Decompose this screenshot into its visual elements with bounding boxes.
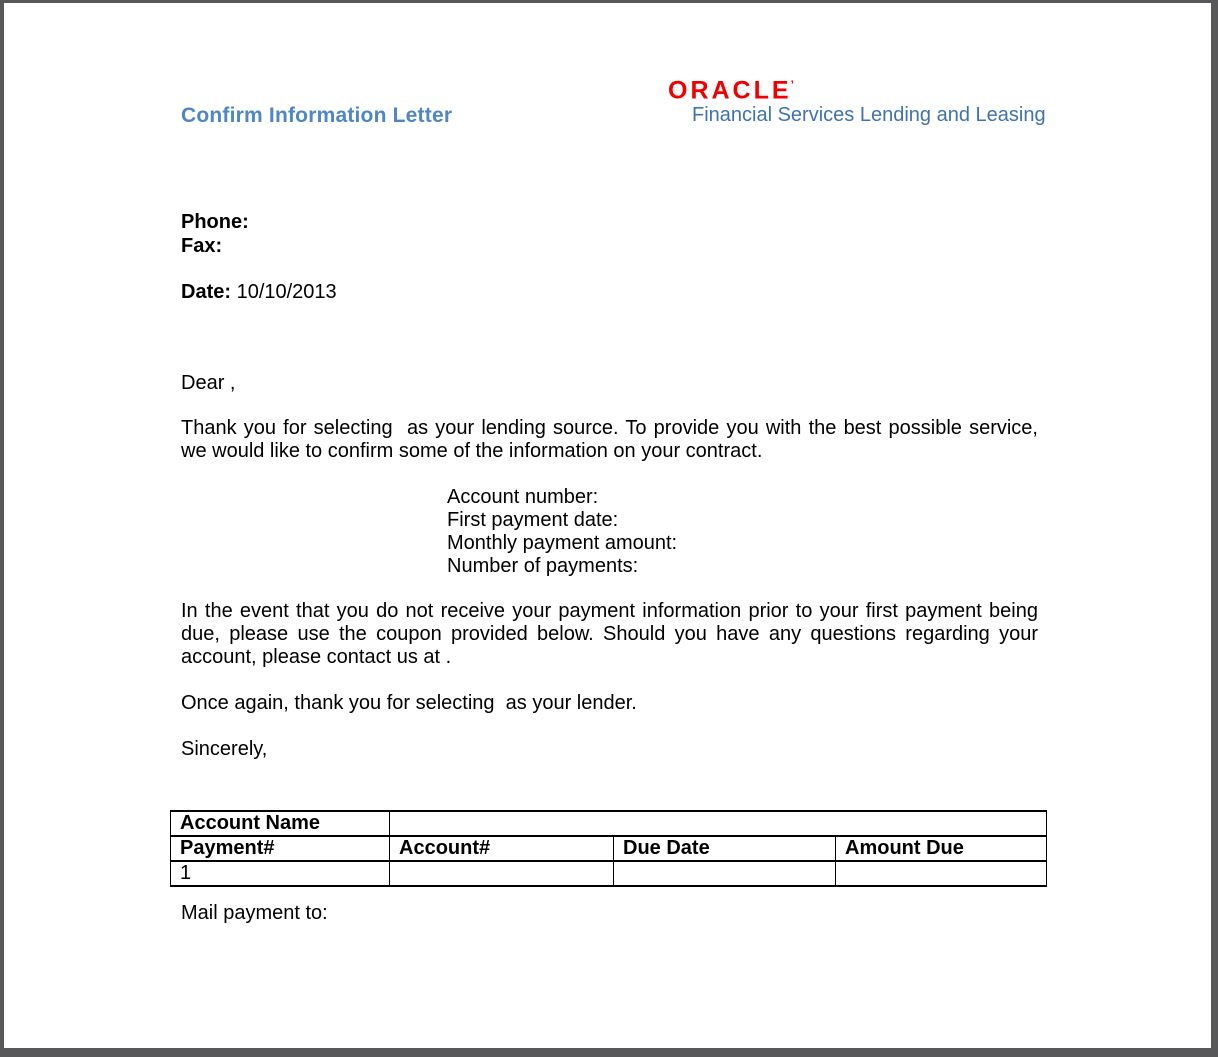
account-name-row bbox=[171, 811, 1047, 836]
brand-tagline: Financial Services Lending and Leasing bbox=[692, 104, 1046, 127]
oracle-logo-text: ORACLE bbox=[668, 76, 792, 105]
oracle-logo bbox=[668, 73, 1046, 103]
paragraph-thank-you: Thank you for selecting as your lending source. To provide you with the best possible service, we would like to confirm some of the information on your contract. bbox=[181, 417, 1038, 462]
oracle-trademark-icon: ’ bbox=[790, 78, 794, 92]
letter-page bbox=[4, 3, 1211, 1048]
paragraph-once-again: Once again, thank you for selecting as your lender. bbox=[181, 692, 637, 714]
account-name-value-cell bbox=[390, 811, 1047, 836]
cell-payment-number: 1 bbox=[171, 861, 390, 886]
cell-amount-due bbox=[836, 861, 1047, 886]
contact-block bbox=[181, 210, 249, 258]
phone-label: Phone: bbox=[181, 211, 249, 233]
phone-line bbox=[181, 210, 249, 234]
date-label: Date: bbox=[181, 281, 232, 303]
header-payment-number: Payment# bbox=[171, 836, 390, 861]
fax-label: Fax: bbox=[181, 235, 223, 257]
payment-coupon-table bbox=[170, 810, 1047, 887]
brand-block bbox=[668, 73, 1046, 127]
account-field: Account number: bbox=[447, 486, 599, 508]
date-line bbox=[181, 280, 337, 304]
account-name-label-cell: Account Name bbox=[171, 811, 390, 836]
header-due-date: Due Date bbox=[614, 836, 836, 861]
mail-payment-to-label: Mail payment to: bbox=[181, 902, 328, 924]
table-header-row bbox=[171, 836, 1047, 861]
paragraph-payment-info: In the event that you do not receive your payment information prior to your first payment being due, please use the coupon provided below. Should you have any questions regarding your account, please contact us at . bbox=[181, 600, 1038, 668]
letter-title: Confirm Information Letter bbox=[181, 104, 453, 127]
account-field: Monthly payment amount: bbox=[447, 532, 678, 554]
date-value: 10/10/2013 bbox=[236, 281, 337, 303]
closing: Sincerely, bbox=[181, 738, 268, 760]
account-field: First payment date: bbox=[447, 509, 619, 531]
table-row bbox=[171, 861, 1047, 886]
header-amount-due: Amount Due bbox=[836, 836, 1047, 861]
salutation: Dear , bbox=[181, 372, 236, 394]
account-info-block bbox=[447, 486, 677, 578]
account-field: Number of payments: bbox=[447, 555, 639, 577]
header-account-number: Account# bbox=[390, 836, 614, 861]
cell-account-number bbox=[390, 861, 614, 886]
cell-due-date bbox=[614, 861, 836, 886]
fax-line bbox=[181, 234, 249, 258]
